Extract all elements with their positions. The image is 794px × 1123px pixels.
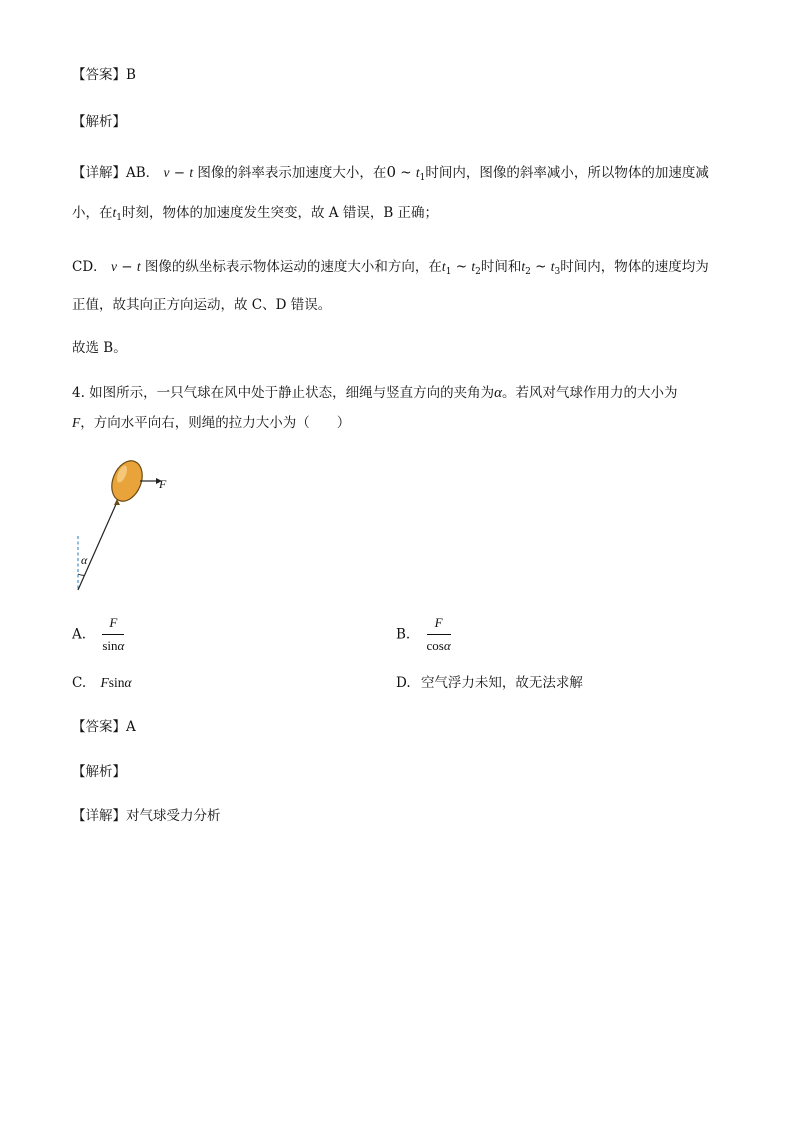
balloon-figure — [70, 452, 180, 594]
vt-v: v — [163, 165, 170, 180]
vt-dash: − — [169, 165, 190, 181]
stem-post: 。若风对气球作用力的大小为 — [502, 385, 678, 401]
option-c-F: F — [100, 675, 109, 690]
q4-stem-line-2 — [72, 414, 350, 432]
option-d[interactable] — [396, 674, 583, 692]
detail-text: 对气球受力分析 — [126, 808, 221, 824]
q4-analysis-tag: 【解析】 — [72, 764, 126, 780]
ab-tilde: ~ — [395, 165, 416, 181]
ab-zero: 0 — [386, 163, 396, 181]
vt-t: t — [136, 259, 141, 274]
detail-tag: 【详解】 — [72, 165, 126, 181]
q4-detail-line — [72, 807, 221, 825]
alpha-symbol: α — [443, 638, 451, 653]
q3-cd-line-1 — [72, 258, 709, 281]
option-c-label: C. — [72, 675, 87, 691]
sin-fn: sin — [102, 638, 118, 653]
t1-t: t — [112, 205, 117, 220]
vt-t: t — [189, 165, 194, 180]
q3-answer-line — [72, 66, 136, 84]
t1-t: t — [441, 259, 446, 274]
sin-fn: sin — [108, 675, 125, 690]
answer-tag: 【答案】 — [72, 67, 126, 83]
force-label: F — [159, 477, 167, 491]
option-a[interactable] — [72, 614, 124, 655]
t2-t: t — [471, 259, 476, 274]
option-a-numerator: F — [102, 614, 124, 635]
cos-fn: cos — [426, 638, 444, 653]
t2-sub: 2 — [475, 267, 481, 277]
cd-text-1: 图像的纵坐标表示物体运动的速度大小和方向，在 — [140, 259, 442, 275]
answer-value: A — [126, 719, 136, 735]
q3-cd-line-2: 正值，故其向正方向运动，故 C、D 错误。 — [72, 297, 332, 313]
q4-answer-line — [72, 718, 136, 736]
balloon-string — [78, 502, 117, 590]
option-c-expression — [100, 675, 131, 691]
t1-sub: 1 — [116, 213, 122, 223]
cd-prefix: CD． — [72, 259, 107, 275]
ab-text-2: 时间内，图像的斜率减小，所以物体的加速度减 — [425, 165, 709, 181]
vt-v: v — [110, 259, 117, 274]
tilde: ~ — [530, 259, 551, 275]
answer-value: B — [126, 67, 136, 83]
stem-line2: ，方向水平向右，则绳的拉力大小为（ ） — [80, 415, 351, 431]
option-d-label: D. — [396, 675, 411, 691]
tilde: ~ — [451, 259, 472, 275]
t3-t: t — [550, 259, 555, 274]
t1-sub: 1 — [419, 173, 426, 183]
ab-text-1: 图像的斜率表示加速度大小，在 — [193, 165, 387, 181]
q3-detail-line-1 — [72, 163, 709, 187]
option-b-denominator — [427, 635, 451, 655]
t1-sub: 1 — [445, 267, 452, 277]
angle-label: α — [81, 553, 88, 567]
option-a-label: A. — [72, 626, 87, 643]
option-c[interactable] — [72, 674, 132, 692]
alpha-symbol: α — [494, 385, 503, 401]
stem-pre: 4. 如图所示，一只气球在风中处于静止状态，细绳与竖直方向的夹角为 — [72, 385, 495, 401]
vt-dash: − — [116, 259, 137, 275]
q3-conclusion: 故选 B。 — [72, 340, 127, 356]
stem-F: F — [72, 415, 81, 430]
option-a-fraction — [102, 614, 124, 655]
t2-t: t — [521, 259, 526, 274]
q3-detail-line-2 — [72, 204, 438, 227]
cd-between: 时间和 — [480, 259, 522, 275]
ab-line2-pre: 小，在 — [72, 205, 113, 221]
detail-tag: 【详解】 — [72, 808, 126, 824]
ab-line2-post: 时刻，物体的加速度发生突变，故 A 错误，B 正确； — [122, 205, 439, 221]
option-b[interactable] — [396, 614, 451, 655]
t3-sub: 3 — [554, 267, 561, 277]
t2-sub: 2 — [525, 267, 531, 277]
angle-arc — [78, 574, 85, 576]
option-a-denominator — [102, 635, 124, 655]
alpha-symbol: α — [117, 638, 125, 653]
q4-stem-line-1 — [72, 384, 678, 402]
t1-t: t — [415, 165, 420, 180]
alpha-symbol: α — [124, 675, 132, 690]
ab-prefix: AB． — [126, 165, 160, 181]
answer-tag: 【答案】 — [72, 719, 126, 735]
q3-analysis-tag: 【解析】 — [72, 114, 126, 130]
option-b-fraction — [427, 614, 451, 655]
option-b-label: B. — [396, 626, 411, 643]
option-d-text: 空气浮力未知，故无法求解 — [420, 675, 583, 691]
option-b-numerator: F — [427, 614, 451, 635]
cd-text-2: 时间内，物体的速度均为 — [560, 259, 709, 275]
